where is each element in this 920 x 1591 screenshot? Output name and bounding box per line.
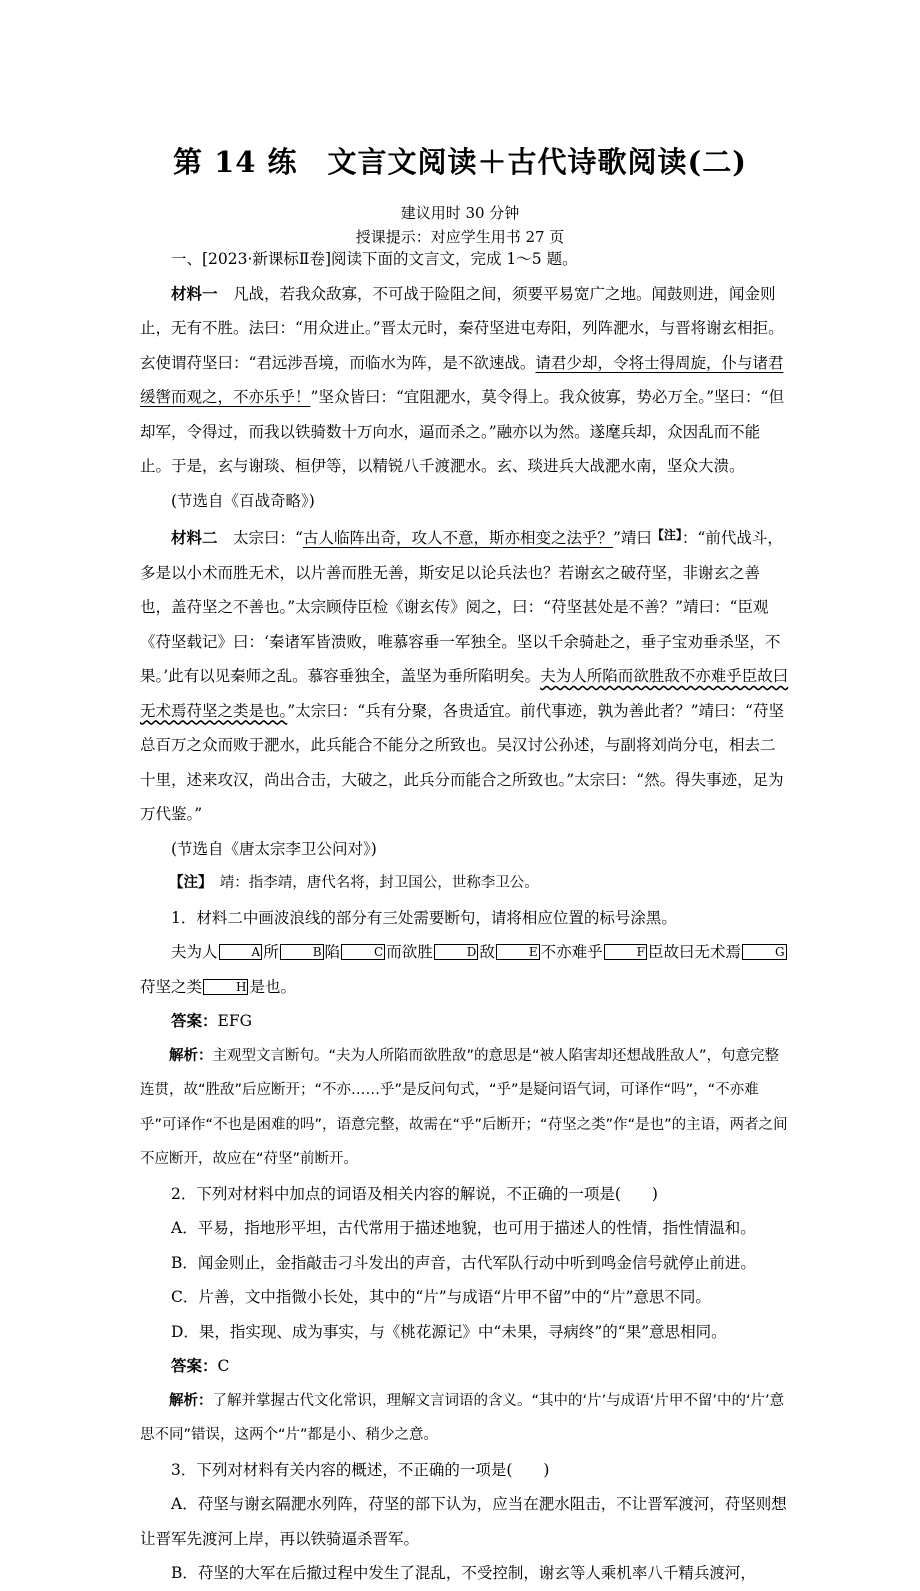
answer-value: EFG — [217, 1012, 252, 1030]
material-two-text-d: ”太宗曰：“兵有分聚，各贵适宜。前代事迹，孰为善此者？”靖曰：“苻坚总百万之众而败于淝水，此兵能合不能分之所致也。吴汉讨公孙述，与副将刘尚分屯，相去二十里，述来攻汉，尚出合击，大破之，此兵分而能合之所致也。”太宗曰：“然。得失事迹，足为万代鉴。” — [140, 701, 784, 823]
analysis-text: 主观型文言断句。“夫为人所陷而欲胜敌”的意思是“被人陷害却还想战胜敌人”，句意完整连贯，故“胜敌”后应断开；“不亦……乎”是反问句式，“乎”是疑问语气词，可译作“吗”，“不亦难乎”可译作“不也是困难的吗”，语意完整，故需在“乎”后断开；“苻坚之类”作“是也”的主语，两者之间不应断开，故应在“苻坚”前断开。 — [140, 1047, 788, 1167]
question-2-option-a: A．平易，指地形平坦，古代常用于描述地貌，也可用于描述人的性情，指性情温和。 — [171, 1219, 756, 1237]
underlined-sentence: 请君少却，令将士得周旋，仆与诸君缓辔而观之，不亦乐乎！ — [140, 353, 784, 406]
page-title: 第 14 练 文言文阅读＋古代诗歌阅读(二) — [173, 145, 747, 179]
question-1-stem: 1．材料二中画波浪线的部分有三处需要断句，请将相应位置的标号涂黑。 — [171, 908, 677, 927]
material-two-text-b: ”靖曰 — [612, 529, 652, 547]
answer-value: C — [217, 1357, 230, 1375]
question-2-analysis — [140, 1384, 790, 1453]
mark-box-g[interactable]: G — [742, 944, 787, 960]
material-two-source: (节选自《唐太宗李卫公问对》) — [171, 839, 377, 858]
question-1-sentence — [140, 935, 790, 1004]
question-1-analysis — [140, 1039, 790, 1177]
sentence-segment: 陷 — [324, 943, 341, 961]
sentence-segment: 臣故曰无术焉 — [648, 943, 742, 961]
annotation — [140, 866, 790, 901]
material-two-label: 材料二 — [171, 528, 218, 547]
material-one — [140, 277, 790, 484]
question-3-option-a: A．苻坚与谢玄隔淝水列阵，苻坚的部下认为，应当在淝水阻击，不让晋军渡河，苻坚则想让晋军先渡河上岸，再以铁骑逼杀晋军。 — [140, 1495, 787, 1548]
analysis-label: 解析： — [169, 1392, 213, 1409]
mark-box-a[interactable]: A — [219, 944, 263, 960]
annotation-label: 【注】 — [169, 875, 206, 891]
analysis-text: 了解并掌握古代文化常识，理解文言词语的含义。“其中的‘片’与成语‘片甲不留’中的‘片’意思不同”错误，这两个“片”都是小、稍少之意。 — [140, 1392, 785, 1443]
sentence-segment: 所 — [263, 943, 279, 961]
sentence-segment: 不亦难乎 — [540, 943, 603, 961]
mark-box-f[interactable]: F — [604, 944, 647, 960]
underlined-question: 古人临阵出奇，攻人不意，斯亦相变之法乎？ — [302, 529, 613, 547]
material-one-label: 材料一 — [171, 283, 218, 303]
sentence-segment: 而欲胜 — [386, 943, 433, 961]
sentence-segment: 是也。 — [249, 977, 296, 996]
material-two-text-a: 太宗曰：“ — [217, 529, 303, 547]
analysis-label: 解析： — [169, 1047, 213, 1064]
material-one-source: (节选自《百战奇略》) — [171, 491, 315, 510]
question-2-answer — [140, 1349, 790, 1384]
mark-box-b[interactable]: B — [280, 944, 324, 960]
material-two — [140, 518, 790, 832]
material-one-text-b: ”坚众皆曰：“宜阻淝水，莫令得上。我众彼寡，势必万全。”坚曰：“但却军，令得过，而我以铁骑数十万向水，逼而杀之。”融亦以为然。遂麾兵却，众因乱而不能止。于是，玄与谢琰、桓伊等，以精锐八千渡淝水。玄、琰进兵大战淝水南，坚众大溃。 — [140, 388, 784, 475]
time-suggestion: 建议用时 30 分钟 — [400, 204, 520, 222]
note-marker: 【注】 — [651, 528, 682, 542]
question-2-option-c: C．片善，文中指微小长处，其中的“片”与成语“片甲不留”中的“片”意思不同。 — [171, 1288, 711, 1306]
annotation-text: 靖：指李靖，唐代名将，封卫国公，世称李卫公。 — [205, 875, 539, 891]
sentence-segment: 苻坚之类 — [140, 977, 203, 996]
question-2-stem: 2．下列对材料中加点的词语及相关内容的解说，不正确的一项是( ) — [171, 1184, 658, 1203]
wavy-line-passage: 夫为人所陷而欲胜敌不亦难乎臣故曰无术焉苻坚之类是也。 — [140, 667, 789, 720]
lesson-hint: 授课提示：对应学生用书 27 页 — [355, 228, 565, 246]
question-3-stem: 3．下列对材料有关内容的概述，不正确的一项是( ) — [171, 1460, 550, 1479]
mark-box-e[interactable]: E — [496, 944, 540, 960]
mark-box-c[interactable]: C — [341, 944, 385, 960]
material-one-text-a: 凡战，若我众敌寡，不可战于险阻之间，须要平易宽广之地。闻鼓则进，闻金则止，无有不胜。法曰：“用众进止。”晋太元时，秦苻坚进屯寿阳，列阵淝水，与晋将谢玄相拒。玄使谓苻坚曰：“君远涉吾境，而临水为阵，是不欲速战。 — [140, 284, 784, 372]
question-1-answer — [140, 1004, 790, 1039]
sentence-segment: 敌 — [479, 943, 495, 961]
document-body — [140, 242, 790, 1591]
mark-box-h[interactable]: H — [203, 979, 248, 995]
material-two-text-c: ：“前代战斗，多是以小术而胜无术，以片善而胜无善，斯安足以论兵法也？若谢玄之破苻坚，非谢玄之善也，盖苻坚之不善也。”太宗顾侍臣检《谢玄传》阅之，曰：“苻坚甚处是不善？”靖曰：“臣观《苻坚载记》曰：‘秦诸军皆溃败，唯慕容垂一军独全。坚以千余骑赴之，垂子宝劝垂杀坚，不果。’此有以见秦师之乱。慕容垂独全，盖坚为垂所陷明矣。 — [140, 529, 783, 685]
question-2-option-b: B．闻金则止，金指敲击刁斗发出的声音，古代军队行动中听到鸣金信号就停止前进。 — [171, 1253, 756, 1272]
mark-box-d[interactable]: D — [434, 944, 479, 960]
question-3-option-b: B．苻坚的大军在后撤过程中发生了混乱，不受控制，谢玄等人乘机率八千精兵渡河， — [171, 1564, 756, 1582]
answer-label: 答案： — [171, 1356, 218, 1375]
section-intro: 一、[2023·新课标Ⅱ卷]阅读下面的文言文，完成 1～5 题。 — [171, 250, 578, 268]
question-2-option-d: D．果，指实现、成为事实，与《桃花源记》中“未果，寻病终”的“果”意思相同。 — [171, 1322, 727, 1341]
answer-label: 答案： — [171, 1011, 218, 1030]
sentence-segment: 夫为人 — [171, 943, 218, 961]
